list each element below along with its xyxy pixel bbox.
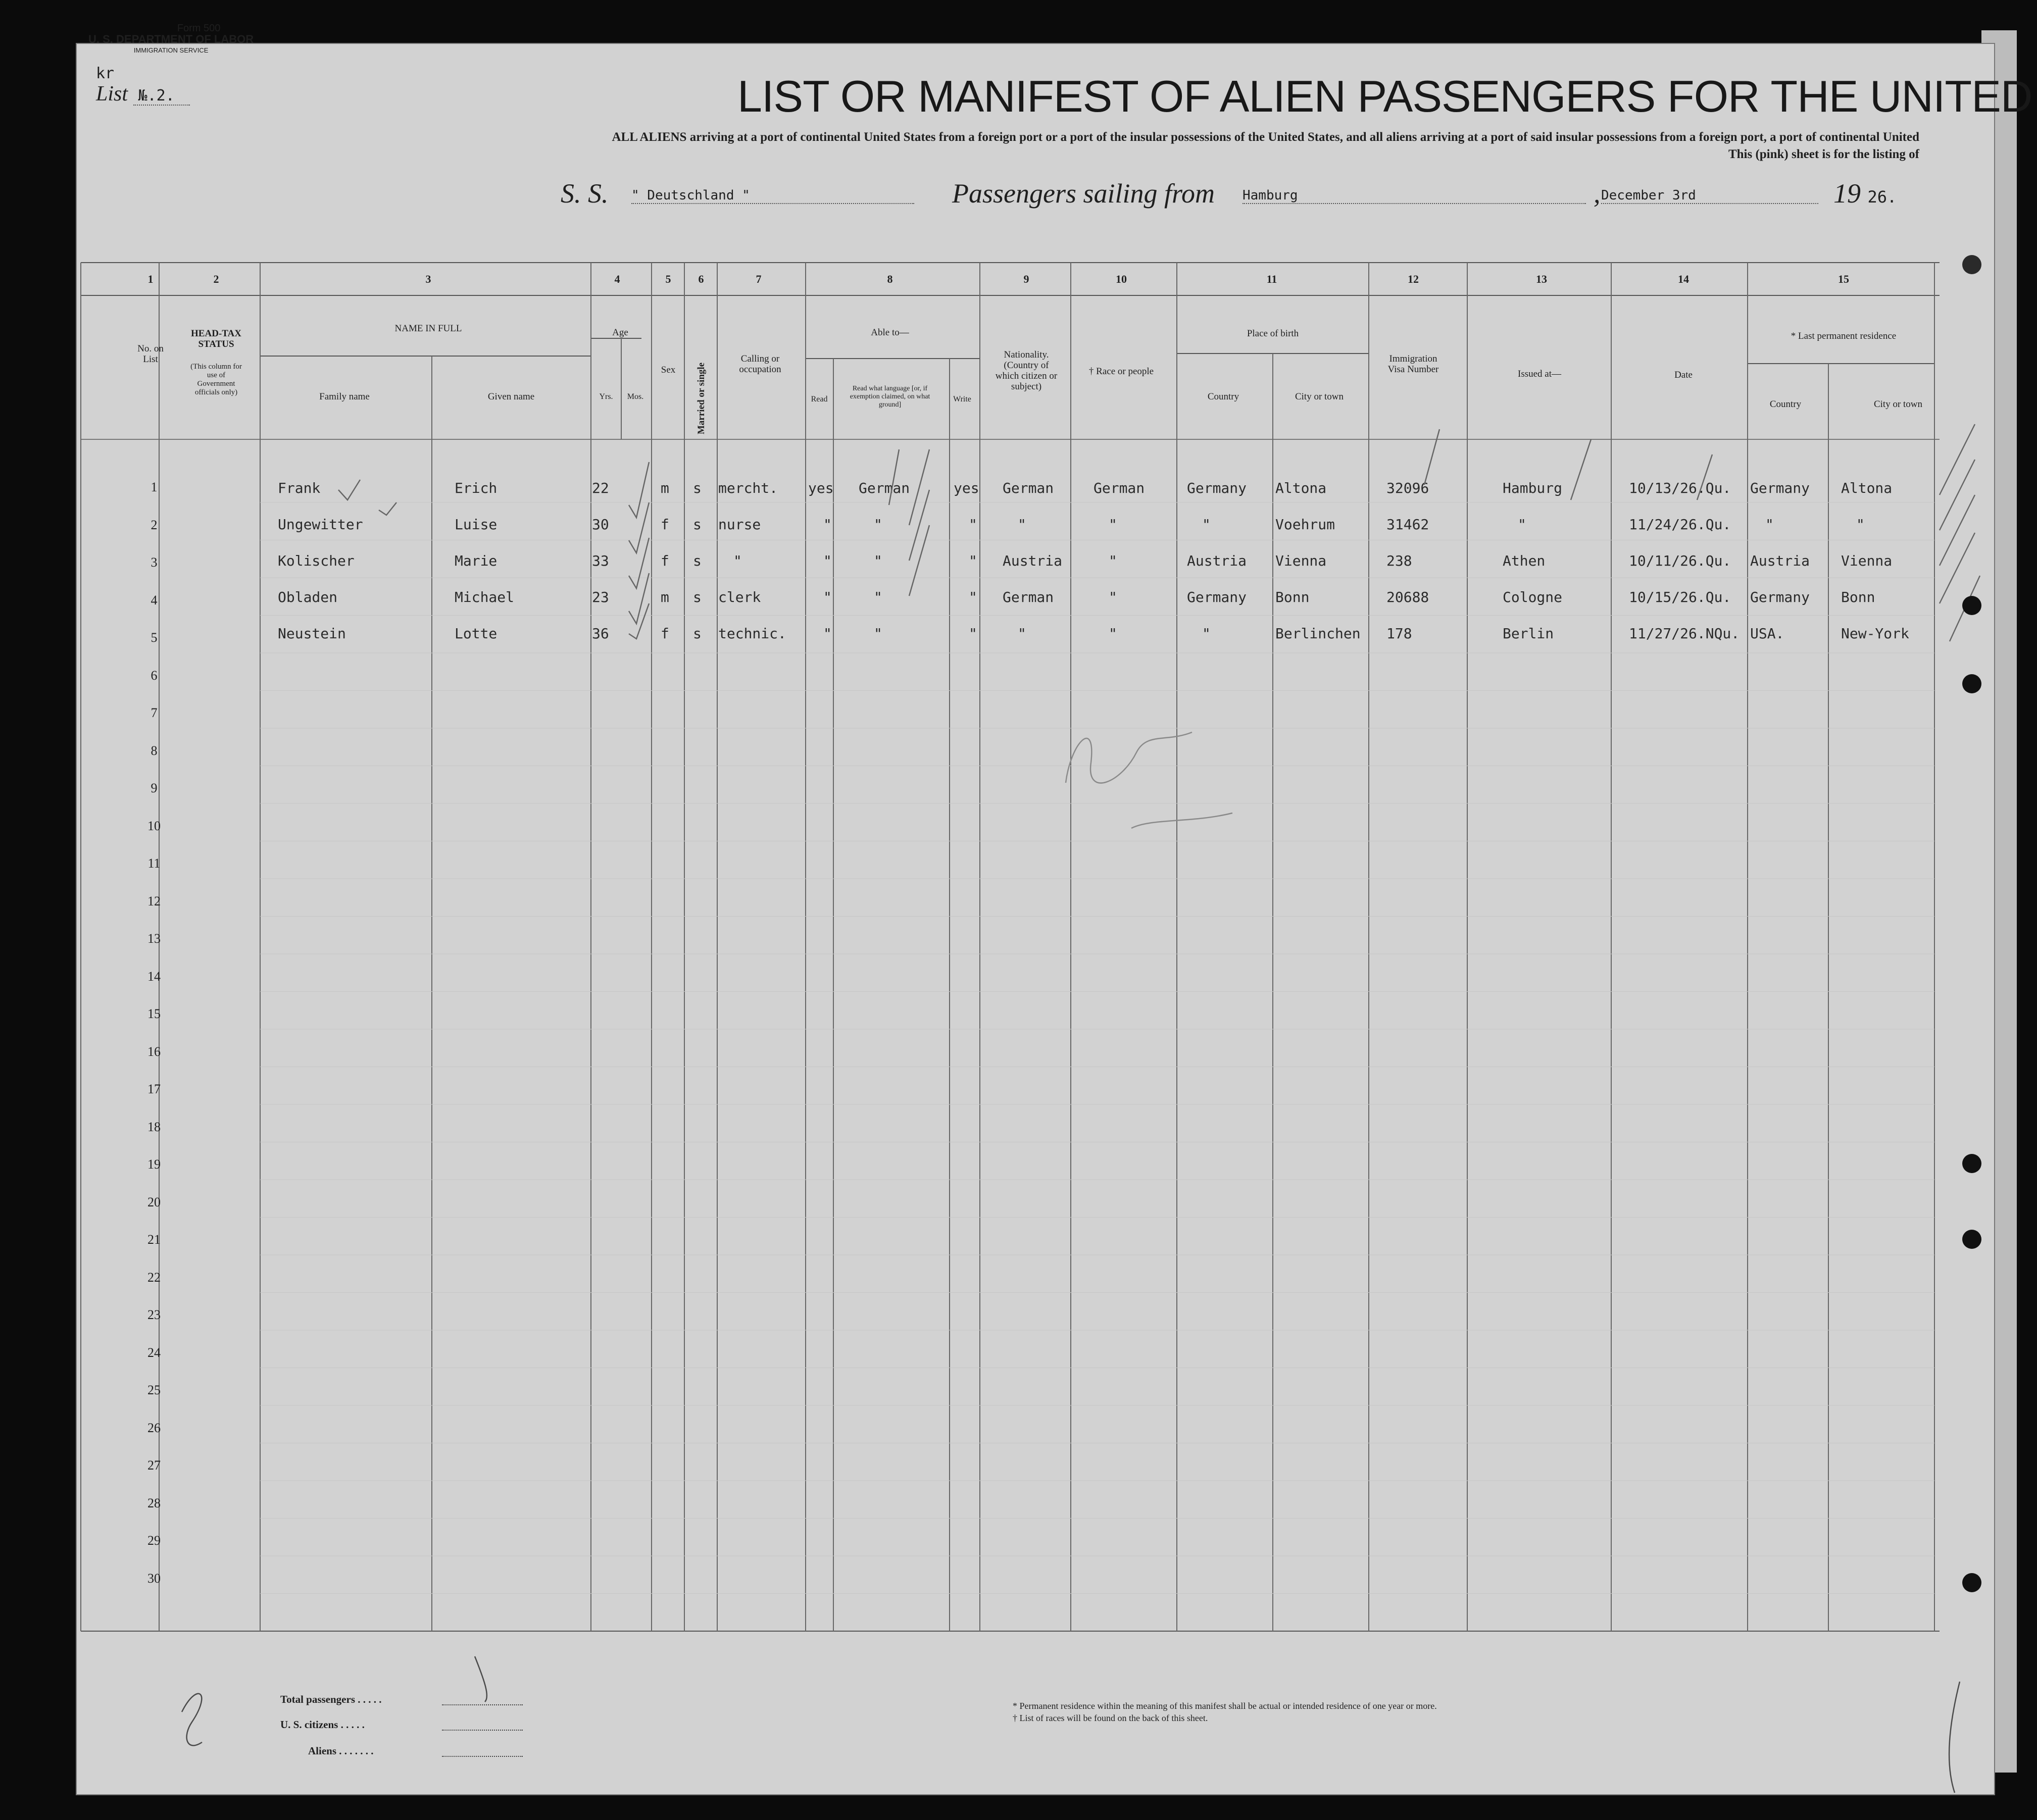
col-num-11: 11 — [1266, 273, 1277, 285]
sex-cell: m — [661, 480, 669, 496]
row-number: 7 — [151, 705, 158, 720]
col-num-5: 5 — [665, 273, 671, 285]
row-number: 9 — [151, 781, 158, 795]
given-name-cell: Luise — [455, 516, 498, 533]
occupation-cell: technic. — [718, 625, 786, 642]
issued-at-cell: Athen — [1503, 552, 1546, 569]
row-number: 2 — [151, 517, 158, 532]
subtitle-line-1: ALL ALIENS arriving at a port of continental United States from a foreign port or a port of the insular possessions of the United States, and all aliens arriving at a port of said insular possessions from a foreign port, a port of continental United — [612, 130, 1919, 144]
visa-cell: 31462 — [1386, 516, 1429, 533]
comma-sep: , — [1594, 178, 1601, 209]
row-number: 17 — [147, 1082, 161, 1096]
birth-country-cell: " — [1202, 625, 1211, 642]
marital-cell: s — [693, 589, 702, 605]
row-number: 3 — [151, 555, 158, 570]
hdr-birth-city: City or town — [1295, 391, 1344, 402]
row-number: 27 — [147, 1458, 161, 1473]
sailing-label: Passengers sailing from — [952, 178, 1215, 209]
col-num-13: 13 — [1536, 273, 1547, 285]
row-number: 28 — [147, 1495, 161, 1510]
age-cell: 30 — [592, 516, 609, 533]
birth-city-cell: Altona — [1275, 480, 1327, 496]
row-number: 4 — [151, 592, 158, 608]
row-number: 21 — [147, 1232, 161, 1247]
res-city-cell: Bonn — [1841, 589, 1875, 605]
res-country-cell: " — [1765, 516, 1774, 533]
total-passengers-label: Total passengers . . . . . — [280, 1693, 382, 1705]
visa-cell: 20688 — [1386, 589, 1429, 605]
language-cell: German — [859, 480, 910, 496]
row-number: 22 — [147, 1270, 161, 1285]
hdr-mos: Mos. — [627, 392, 644, 401]
read-cell: " — [823, 552, 832, 569]
hdr-yrs: Yrs. — [599, 392, 613, 401]
row-number: 15 — [147, 1006, 161, 1021]
age-cell: 23 — [592, 589, 609, 605]
hdr-visa: Immigration Visa Number — [1387, 353, 1439, 375]
occupation-cell: clerk — [718, 589, 761, 605]
row-number: 16 — [147, 1044, 161, 1059]
family-name-cell: Kolischer — [278, 552, 355, 569]
hdr-able-to: Able to— — [871, 327, 909, 338]
row-number: 11 — [147, 856, 161, 871]
hdr-head-tax: HEAD-TAX STATUS — [191, 328, 241, 349]
issued-at-cell: Berlin — [1503, 625, 1554, 642]
race-cell: " — [1109, 589, 1117, 605]
read-cell: " — [823, 589, 832, 605]
row-number: 29 — [147, 1533, 161, 1548]
ship-name: " Deutschland " — [631, 188, 914, 204]
res-city-cell: New-York — [1841, 625, 1909, 642]
res-country-cell: Germany — [1750, 589, 1810, 605]
row-number: 30 — [147, 1571, 161, 1586]
date-cell: 10/13/26.Qu. — [1629, 480, 1731, 496]
nationality-cell: German — [1003, 480, 1054, 496]
birth-city-cell: Voehrum — [1275, 516, 1335, 533]
col-num-12: 12 — [1408, 273, 1419, 285]
row-number: 18 — [147, 1119, 161, 1134]
write-cell: " — [969, 516, 977, 533]
binder-hole — [1962, 1154, 1981, 1173]
issued-at-cell: Cologne — [1503, 589, 1563, 605]
hdr-no-on-list: No. on List — [137, 343, 164, 365]
col-num-10: 10 — [1116, 273, 1127, 285]
hdr-head-tax-note: (This column for use of Government officials only) — [190, 363, 242, 396]
aliens-label: Aliens . . . . . . . — [308, 1745, 374, 1757]
hdr-read: Read — [811, 395, 828, 403]
hdr-place-of-birth: Place of birth — [1247, 328, 1299, 339]
nationality-cell: " — [1018, 625, 1026, 642]
footnote-races: † List of races will be found on the back of this sheet. — [1013, 1713, 1208, 1723]
birth-country-cell: Germany — [1187, 589, 1247, 605]
sex-cell: f — [661, 625, 669, 642]
binder-hole — [1962, 674, 1981, 693]
birth-country-cell: Austria — [1187, 552, 1247, 569]
res-country-cell: Austria — [1750, 552, 1810, 569]
col-num-1: 1 — [147, 273, 154, 285]
hdr-nationality: Nationality. (Country of which citizen or subject) — [995, 349, 1058, 392]
department: U. S. DEPARTMENT OF LABOR — [88, 33, 254, 45]
given-name-cell: Erich — [455, 480, 498, 496]
hdr-date: Date — [1674, 370, 1693, 380]
family-name-cell: Obladen — [278, 589, 338, 605]
family-name-cell: Ungewitter — [278, 516, 363, 533]
marital-cell: s — [693, 480, 702, 496]
form-number: Form 500 — [177, 23, 221, 34]
col-num-9: 9 — [1023, 273, 1029, 285]
row-number: 14 — [147, 969, 161, 984]
birth-city-cell: Bonn — [1275, 589, 1310, 605]
sex-cell: f — [661, 516, 669, 533]
row-number: 23 — [147, 1307, 161, 1322]
marital-cell: s — [693, 516, 702, 533]
col-num-7: 7 — [756, 273, 762, 285]
hdr-family-name: Family name — [319, 391, 370, 402]
read-cell: " — [823, 516, 832, 533]
row-number: 5 — [151, 630, 158, 645]
race-cell: " — [1109, 516, 1117, 533]
write-cell: " — [969, 625, 977, 642]
age-cell: 36 — [592, 625, 609, 642]
row-number: 20 — [147, 1194, 161, 1209]
binder-hole — [1962, 1573, 1981, 1592]
col-num-6: 6 — [698, 273, 704, 285]
date-cell: 10/11/26.Qu. — [1629, 552, 1731, 569]
visa-cell: 178 — [1386, 625, 1412, 642]
write-cell: yes — [954, 480, 979, 496]
given-name-cell: Marie — [455, 552, 498, 569]
hdr-given-name: Given name — [487, 391, 535, 402]
read-cell: " — [823, 625, 832, 642]
date-cell: 10/15/26.Qu. — [1629, 589, 1731, 605]
hdr-res-city: City or town — [1873, 399, 1923, 410]
hdr-read-language: Read what language [or, if exemption claimed, on what ground] — [850, 385, 930, 409]
hdr-name-in-full: NAME IN FULL — [394, 323, 462, 334]
family-name-cell: Frank — [278, 480, 321, 496]
col-num-8: 8 — [887, 273, 893, 285]
hdr-calling: Calling or occupation — [739, 353, 781, 375]
us-citizens-label: U. S. citizens . . . . . — [280, 1718, 365, 1731]
hdr-age: Age — [612, 327, 628, 338]
hdr-married: Married or single — [696, 362, 707, 434]
year-suffix: 26. — [1867, 187, 1897, 207]
row-number: 26 — [147, 1420, 161, 1435]
marital-cell: s — [693, 625, 702, 642]
marital-cell: s — [693, 552, 702, 569]
birth-city-cell: Vienna — [1275, 552, 1327, 569]
race-cell: " — [1109, 625, 1117, 642]
list-label: List — [96, 82, 128, 106]
sex-cell: f — [661, 552, 669, 569]
subtitle-line-2: This (pink) sheet is for the listing of — [1728, 147, 1919, 161]
footnote-residence: * Permanent residence within the meaning of this manifest shall be actual or intended residence of one year or more. — [1013, 1701, 1437, 1711]
year-prefix: 19 — [1833, 178, 1861, 209]
total-line — [442, 1704, 523, 1705]
hdr-last-residence: * Last permanent residence — [1791, 331, 1897, 341]
row-number: 1 — [151, 480, 158, 494]
occupation-cell: " — [733, 552, 742, 569]
nationality-cell: " — [1018, 516, 1026, 533]
res-country-cell: USA. — [1750, 625, 1784, 642]
col-num-2: 2 — [213, 273, 219, 285]
sex-cell: m — [661, 589, 669, 605]
col-num-15: 15 — [1838, 273, 1849, 285]
col-num-14: 14 — [1678, 273, 1689, 285]
res-city-cell: Altona — [1841, 480, 1893, 496]
write-cell: " — [969, 552, 977, 569]
read-cell: yes — [808, 480, 834, 496]
language-cell: " — [874, 625, 882, 642]
page-title: LIST OR MANIFEST OF ALIEN PASSENGERS FOR THE UNITED — [737, 71, 2032, 121]
ship-prefix: S. S. — [561, 178, 609, 209]
occupation-cell: nurse — [718, 516, 761, 533]
date-cell: 11/24/26.Qu. — [1629, 516, 1731, 533]
hdr-race: † Race or people — [1088, 366, 1154, 377]
res-city-cell: Vienna — [1841, 552, 1893, 569]
hdr-issued-at: Issued at— — [1517, 369, 1562, 379]
language-cell: " — [874, 589, 882, 605]
given-name-cell: Michael — [455, 589, 515, 605]
binder-hole — [1962, 596, 1981, 615]
row-number: 25 — [147, 1383, 161, 1397]
language-cell: " — [874, 516, 882, 533]
res-city-cell: " — [1856, 516, 1865, 533]
row-number: 13 — [147, 931, 161, 946]
binder-hole — [1962, 255, 1981, 274]
port-of-departure: Hamburg — [1243, 188, 1586, 204]
nationality-cell: Austria — [1003, 552, 1063, 569]
citizens-line — [442, 1730, 523, 1731]
aliens-line — [442, 1756, 523, 1757]
hdr-sex: Sex — [661, 365, 676, 375]
hdr-birth-country: Country — [1207, 391, 1239, 402]
hdr-res-country: Country — [1769, 399, 1802, 410]
occupation-cell: mercht. — [718, 480, 778, 496]
race-cell: German — [1094, 480, 1145, 496]
row-number: 19 — [147, 1157, 161, 1172]
visa-cell: 238 — [1386, 552, 1412, 569]
hdr-write: Write — [953, 395, 971, 403]
row-number: 8 — [151, 743, 158, 758]
clerk-initials: kr — [96, 65, 115, 82]
write-cell: " — [969, 589, 977, 605]
birth-country-cell: " — [1202, 516, 1211, 533]
birth-city-cell: Berlinchen — [1275, 625, 1361, 642]
age-cell: 33 — [592, 552, 609, 569]
birth-country-cell: Germany — [1187, 480, 1247, 496]
issued-at-cell: Hamburg — [1503, 480, 1563, 496]
visa-cell: 32096 — [1386, 480, 1429, 496]
date-cell: 11/27/26.NQu. — [1629, 625, 1740, 642]
issued-at-cell: " — [1518, 516, 1526, 533]
race-cell: " — [1109, 552, 1117, 569]
sailing-date: December 3rd — [1601, 188, 1818, 204]
language-cell: " — [874, 552, 882, 569]
row-number: 6 — [151, 668, 158, 683]
row-number: 10 — [147, 818, 161, 833]
service: IMMIGRATION SERVICE — [133, 46, 209, 54]
age-cell: 22 — [592, 480, 609, 496]
given-name-cell: Lotte — [455, 625, 498, 642]
family-name-cell: Neustein — [278, 625, 346, 642]
list-number: №.2. — [133, 87, 190, 106]
row-number: 12 — [147, 893, 161, 908]
binder-hole — [1962, 1230, 1981, 1249]
res-country-cell: Germany — [1750, 480, 1810, 496]
col-num-4: 4 — [614, 273, 620, 285]
row-number: 24 — [147, 1345, 161, 1360]
col-num-3: 3 — [425, 273, 431, 285]
nationality-cell: German — [1003, 589, 1054, 605]
